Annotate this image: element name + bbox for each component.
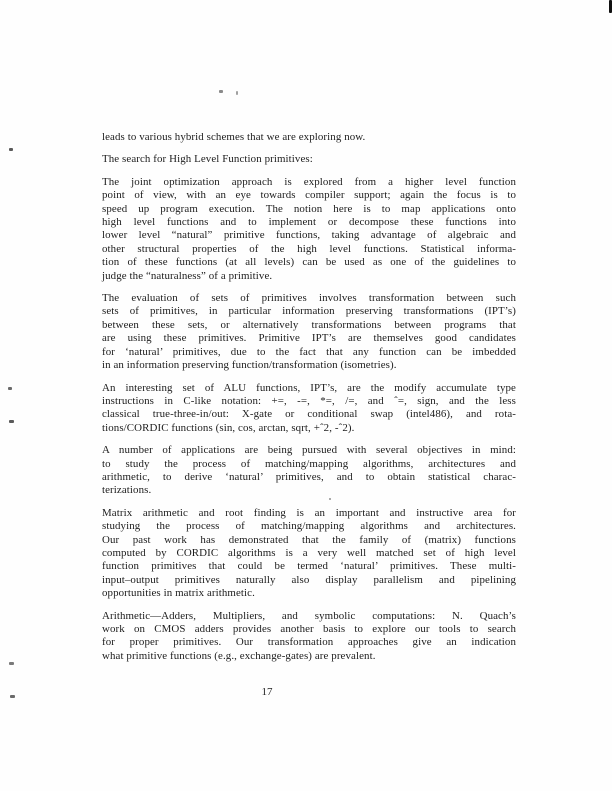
text-line: for proper primitives. Our transformation approaches give an indication — [102, 636, 516, 649]
text-line: what primitive functions (e.g., exchange-gates) are prevalent. — [102, 649, 376, 662]
text-line: work on CMOS adders provides another basis to explore our tools to search — [102, 623, 516, 635]
paragraph — [102, 610, 516, 664]
text-line: computed by CORDIC algorithms is a very well matched set of high level — [102, 546, 516, 559]
text-line: The evaluation of sets of primitives involves transformation between such — [102, 292, 516, 305]
text-line: in an information preserving function/transformation (isometries). — [102, 359, 397, 372]
text-line: speed up program execution. The notion here is to map applications onto — [102, 202, 516, 215]
text-line: opportunities in matrix arithmetic. — [102, 587, 255, 600]
speck — [219, 90, 223, 93]
left-margin-mark — [9, 420, 14, 423]
speck — [236, 91, 238, 95]
paragraph — [102, 131, 516, 144]
text-line: The joint optimization approach is explored from a higher level function — [102, 175, 516, 188]
paragraph — [102, 382, 516, 436]
text-line: to study the process of matching/mapping algorithms, architectures and — [102, 457, 516, 470]
text-line: sets of primitives, in particular information preserving transformations (IPT’s) — [102, 305, 516, 318]
left-margin-mark — [10, 695, 15, 698]
text-line: tions/CORDIC functions (sin, cos, arctan, sqrt, +ˆ2, -ˆ2). — [102, 421, 355, 434]
text-line: classical true-three-in/out: X-gate or conditional swap (intel486), and rota- — [102, 408, 516, 421]
text-line: The search for High Level Function primitives: — [102, 153, 313, 166]
text-line: point of view, with an eye towards compiler support; again the focus is to — [102, 189, 516, 202]
text-line: Arithmetic—Adders, Multipliers, and symbolic computations: N. Quach’s — [102, 609, 516, 622]
text-line: arithmetic, to derive ‘natural’ primitives, and to obtain statistical charac- — [102, 470, 516, 483]
text-line: A number of applications are being pursued with several objectives in mind: — [102, 444, 516, 457]
paragraph — [102, 176, 516, 283]
text-line: input–output primitives naturally also display parallelism and pipelining — [102, 573, 516, 586]
page-number: 17 — [261, 686, 273, 698]
paragraph — [102, 292, 516, 372]
text-line: An interesting set of ALU functions, IPT’s, are the modify accumulate type — [102, 381, 516, 394]
text-line: lower level “natural” primitive functions, taking advantage of algebraic and — [102, 229, 516, 242]
text-line: for ‘natural’ primitives, due to the fact that any function can be imbedded — [102, 345, 516, 358]
text-line: are using these primitives. Primitive IPT’s are themselves good candidates — [102, 332, 516, 345]
text-line: Our past work has demonstrated that the family of (matrix) functions — [102, 533, 516, 546]
paragraph — [102, 444, 516, 498]
text-line: high level functions and to implement or decompose these functions into — [102, 216, 516, 229]
text-line: Matrix arithmetic and root finding is an important and instructive area for — [102, 506, 516, 519]
left-margin-mark — [9, 662, 14, 665]
left-margin-mark — [9, 148, 13, 151]
text-line: between these sets, or alternatively transformations between programs that — [102, 318, 516, 331]
text-line: tion of these functions (at all levels) can be used as one of the guidelines to — [102, 256, 516, 269]
text-line: function primitives that could be termed ‘natural’ primitives. These multi- — [102, 560, 516, 573]
text-line: judge the “naturalness” of a primitive. — [102, 269, 273, 282]
left-margin-mark — [8, 387, 12, 390]
text-line: other structural properties of the high level functions. Statistical informa- — [102, 242, 516, 255]
text-line: leads to various hybrid schemes that we are exploring now. — [102, 131, 366, 143]
document-text — [102, 131, 516, 672]
text-line: terizations. — [102, 484, 152, 497]
text-line: instructions in C-like notation: +=, -=, *=, /=, and ˆ=, sign, and the less — [102, 394, 516, 407]
paragraph — [102, 153, 516, 166]
paragraph — [102, 507, 516, 601]
text-line: studying the process of matching/mapping algorithms and architectures. — [102, 520, 516, 533]
